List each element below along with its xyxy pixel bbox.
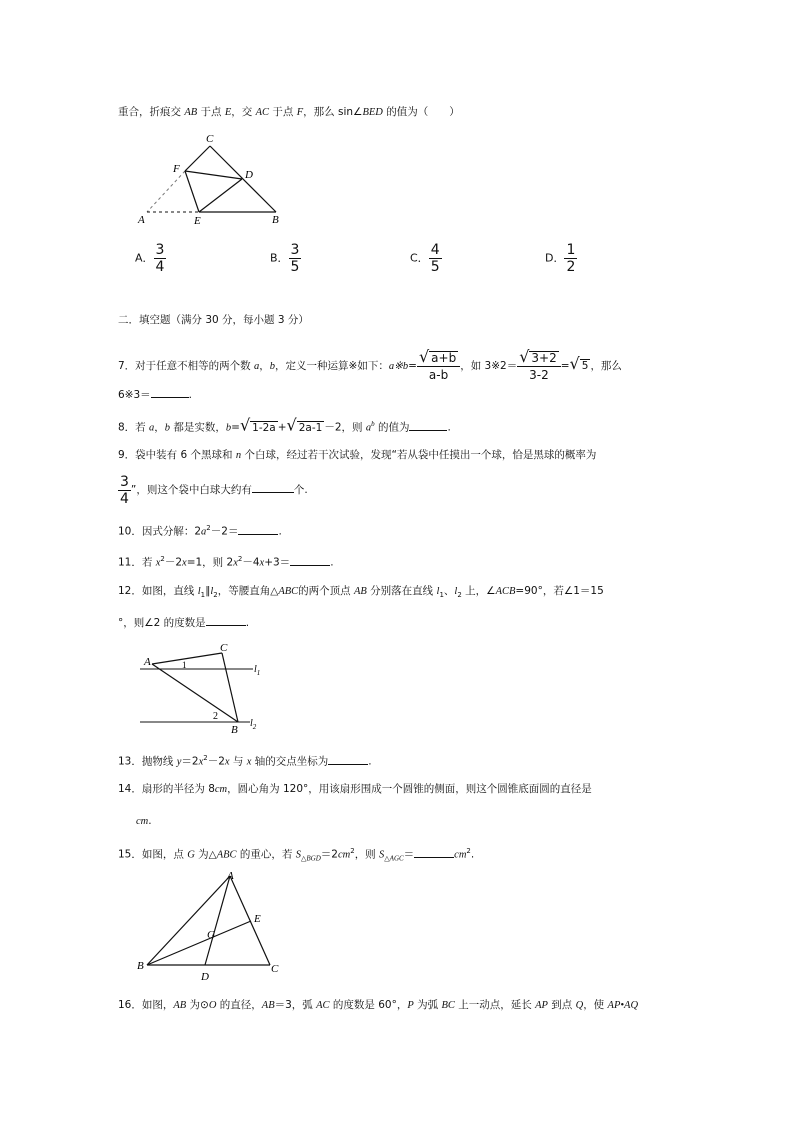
q12-l: l (454, 586, 458, 597)
q7-ex-eq: = (560, 360, 570, 372)
fig15-label-e: E (254, 913, 261, 925)
q6-text: ，交 (231, 106, 256, 118)
q11-text: 11．若 (118, 556, 156, 569)
q6-text: 的值为（ ） (382, 106, 460, 118)
q9-line1 (118, 448, 596, 463)
choice-d-num: 1 (566, 242, 576, 258)
q15-subscript: △AGC (384, 854, 404, 863)
choice-b-den: 5 (290, 259, 300, 275)
q16-text: ，使 (583, 999, 608, 1011)
fold-triangle-figure (135, 128, 285, 228)
q14-end: . (148, 815, 152, 827)
q6-tail-text (118, 105, 460, 120)
q7-def-fraction (417, 349, 460, 383)
q12-text: ，等腰直角△ (217, 585, 279, 597)
q14-line1 (118, 782, 592, 797)
q11-x: x (259, 557, 265, 569)
q8-text: 的值为 (374, 421, 410, 434)
q8-line (118, 417, 451, 436)
q11-exponent: 2 (160, 555, 165, 563)
q11-answer-blank[interactable] (290, 554, 330, 566)
q15-text: 15．如图，点 (118, 848, 188, 861)
q13-line (118, 751, 372, 770)
q16-text: 为⊙ (186, 999, 209, 1011)
choice-a[interactable] (135, 242, 166, 275)
q15-line (118, 844, 474, 866)
fig15-ac (230, 876, 270, 965)
q7-text: 6※3＝ (118, 389, 151, 401)
q12-l: l (210, 586, 214, 597)
q12-end: . (245, 617, 250, 629)
q12-l: l (436, 586, 440, 597)
q16-ap: AP (535, 1000, 548, 1011)
q11-exponent: 2 (237, 555, 243, 563)
q12-sub: 1 (439, 591, 444, 600)
choice-d-letter: D． (545, 251, 565, 265)
choice-c-den: 5 (430, 259, 440, 275)
fig12-ab (152, 664, 238, 722)
q16-text: 16．如图， (118, 999, 174, 1011)
q9-text: ”，则这个袋中白球大约有 (130, 484, 252, 496)
q8-text: －2，则 (324, 421, 366, 434)
q8-eq: = (231, 421, 240, 434)
choice-c-letter: C． (410, 251, 429, 265)
fig6-fd (185, 171, 242, 179)
q11-x: x (155, 557, 161, 569)
q8-b: b (164, 422, 171, 434)
q12-sub: 2 (457, 591, 462, 600)
q6-f: F (296, 107, 304, 118)
q16-ab: AB (261, 1000, 275, 1011)
q7-a: a (254, 361, 260, 372)
q16-line (118, 998, 638, 1013)
choice-c[interactable] (410, 242, 442, 275)
choice-b[interactable] (270, 242, 301, 275)
q9-num: 3 (120, 473, 129, 490)
q7-eq: = (408, 360, 417, 372)
q11-text: +3＝ (264, 556, 291, 569)
q12-parallel: ∥ (205, 585, 211, 597)
q16-text: 上一动点，延长 (454, 999, 536, 1011)
q7-line2 (118, 386, 192, 402)
q13-text: 13．抛物线 (118, 755, 177, 768)
q13-x: x (224, 756, 230, 768)
q13-end: . (368, 755, 372, 768)
q16-o: O (208, 1000, 217, 1011)
q12-acb: ACB (495, 586, 516, 597)
q7-ex-num: 3+2 (531, 351, 557, 365)
q9-text: 9．袋中装有 6 个黑球和 (118, 449, 236, 461)
q9-answer-blank[interactable] (252, 481, 294, 493)
fig15-be (147, 921, 251, 965)
q13-text: 轴的交点坐标为 (251, 755, 329, 768)
q15-abc: ABC (216, 849, 237, 861)
q7-def-num: a+b (431, 351, 457, 365)
fig12-angle-1: 1 (182, 660, 187, 670)
q12-text: 分别落在直线 (366, 585, 437, 597)
q16-ac: AC (316, 1000, 330, 1011)
q15-cm: cm (454, 849, 467, 861)
q11-minus: － (164, 556, 176, 569)
choice-d[interactable] (545, 242, 577, 275)
q13-answer-blank[interactable] (328, 753, 368, 765)
choice-b-letter: B． (270, 251, 289, 265)
q13-exponent: 2 (203, 754, 208, 762)
fig6-label-d: D (245, 169, 253, 181)
q16-ab: AB (173, 1000, 187, 1011)
q7-b: b (269, 361, 276, 372)
q15-g: G (187, 849, 195, 861)
q13-text: －2 (207, 755, 225, 768)
q6-text: 于点 (269, 106, 297, 118)
q7-ex-result: 5 (581, 360, 589, 372)
q15-cm: cm (337, 849, 351, 861)
q12-text: °，则∠2 的度数是 (118, 617, 206, 629)
choice-b-fraction (289, 242, 302, 275)
q8-end: . (447, 421, 451, 434)
q7-text: 7．对于任意不相等的两个数 (118, 360, 255, 372)
q11-text: －4 (242, 556, 260, 569)
q10-end: . (278, 525, 282, 538)
q9-text: 个白球，经过若干次试验，发现“若从袋中任摸出一个球，恰是黑球的概率为 (241, 449, 597, 461)
choice-d-den: 2 (566, 259, 576, 275)
q16-text: 为弧 (413, 999, 442, 1011)
q7-line1 (118, 346, 622, 385)
q12-line2 (118, 614, 249, 630)
q11-text: 2 (175, 556, 183, 569)
fig12-label-c: C (220, 642, 228, 654)
q13-text: ＝2 (181, 755, 199, 768)
q8-sep: ， (154, 421, 165, 434)
parallel-lines-figure (135, 640, 270, 735)
q13-x: x (198, 756, 204, 768)
q14-line2 (118, 813, 152, 829)
fig15-label-a: A (227, 870, 234, 882)
q12-l: l (197, 586, 201, 597)
q7-end: . (188, 389, 193, 401)
fig12-label-l1: $l_1$ (254, 664, 261, 677)
q10-text: 10．因式分解：2 (118, 525, 202, 538)
fig6-cf (185, 146, 210, 171)
fig6-fa-dashed (147, 171, 185, 212)
q9-den: 4 (120, 490, 129, 507)
q8-base: a (365, 422, 372, 434)
q15-subscript: △BGD (301, 854, 321, 863)
fig12-cb (222, 653, 238, 722)
radical-icon: √ (519, 347, 530, 366)
fig12-label-l2: $l_2$ (250, 718, 257, 731)
q6-ac: AC (255, 107, 270, 118)
q11-end: . (330, 556, 334, 569)
fig15-label-d: D (201, 971, 209, 983)
q9-line2 (118, 472, 308, 508)
q7-lhs: a※b (388, 361, 409, 372)
q9-n: n (235, 450, 242, 461)
q16-text: 到点 (547, 999, 576, 1011)
q9-fraction (118, 474, 131, 507)
radical-icon: √ (239, 415, 251, 435)
fig6-label-c: C (206, 133, 214, 145)
choice-a-den: 4 (155, 259, 165, 275)
q8-plus: + (277, 421, 287, 434)
q7-ex-den: 3-2 (529, 368, 549, 382)
fig12-label-a: A (144, 656, 151, 668)
q8-radicand2: 2a-1 (298, 421, 323, 434)
q6-bed: BED (362, 107, 383, 118)
q6-ab: AB (184, 107, 198, 118)
q8-radicand1: 1-2a (252, 421, 276, 434)
q16-text: 的直径， (216, 999, 262, 1011)
fig15-label-c: C (271, 963, 279, 975)
q13-y: y (176, 756, 182, 768)
q10-exponent: 2 (206, 524, 211, 532)
q14-text: 14．扇形的半径为 8 (118, 783, 215, 795)
q7-text: ，定义一种运算※如下： (275, 360, 389, 372)
q15-text: 的重心，若 (236, 848, 296, 861)
choice-c-num: 4 (430, 242, 440, 258)
q15-text: 为△ (194, 848, 217, 861)
q8-answer-blank[interactable] (409, 419, 447, 431)
fig6-label-b: B (272, 214, 279, 226)
q16-text: 的度数是 60°， (329, 999, 408, 1011)
q6-text: ，那么 sin∠ (303, 106, 363, 118)
q7-answer-blank[interactable] (151, 386, 189, 398)
fig12-ac (152, 653, 222, 664)
q15-exponent: 2 (350, 847, 355, 855)
q8-exponent: b (371, 420, 375, 428)
fig6-fe (185, 171, 199, 212)
q12-abc: ABC (278, 586, 299, 597)
q12-text: 12．如图，直线 (118, 585, 198, 597)
q13-text: 与 (229, 755, 247, 768)
q11-x: x (182, 557, 187, 569)
radical-icon: √ (418, 347, 430, 366)
q6-e: E (224, 107, 232, 118)
q11-text: =1，则 2 (186, 556, 234, 569)
q15-text: ，则 (354, 848, 380, 861)
q10-text: －2＝ (210, 525, 239, 538)
q12-line1 (118, 584, 604, 602)
fig6-label-a: A (138, 214, 145, 226)
q11-x: x (233, 557, 238, 569)
fig12-angle-2: 2 (213, 711, 218, 722)
q7-text: ，那么 (590, 360, 622, 372)
section-title: 二．填空题（满分 30 分，每小题 3 分） (118, 314, 309, 326)
radical-icon: √ (286, 415, 297, 435)
q14-text: ，圆心角为 120°，用该扇形围成一个圆锥的侧面，则这个圆锥底面圆的直径是 (227, 783, 592, 795)
q8-b2: b (225, 422, 232, 434)
q16-q: Q (575, 1000, 584, 1011)
q14-answer-blank[interactable] (118, 813, 136, 824)
q12-text: 、 (443, 585, 455, 597)
q16-p: P (407, 1000, 414, 1011)
fig6-label-f: F (173, 163, 180, 175)
q15-text: ＝2 (320, 848, 338, 861)
choice-a-letter: A． (135, 251, 154, 265)
q8-a: a (149, 422, 155, 434)
q8-text: 8．若 (118, 421, 150, 434)
q10-answer-blank[interactable] (238, 523, 278, 535)
q7-text: ，如 3※2＝ (460, 360, 518, 372)
q12-text: =90°，若∠1＝15 (515, 585, 604, 597)
q7-example-fraction (517, 349, 561, 383)
q10-line (118, 521, 282, 540)
q12-ab: AB (354, 586, 367, 597)
q9-text: 个. (293, 484, 308, 496)
q16-bc: BC (441, 1000, 455, 1011)
q14-cm: cm (214, 784, 228, 795)
q12-sub: 2 (213, 591, 218, 600)
q15-s: S (379, 849, 385, 861)
q12-answer-blank[interactable] (206, 614, 246, 626)
choice-a-fraction (154, 242, 167, 275)
q12-text: 上，∠ (461, 585, 496, 597)
q14-cm: cm (136, 816, 149, 827)
radical-icon: √ (569, 354, 580, 373)
q13-x: x (246, 756, 252, 768)
choice-b-num: 3 (290, 242, 300, 258)
q11-line (118, 552, 334, 571)
fig15-label-b: B (137, 960, 144, 972)
centroid-triangle-figure (130, 868, 290, 983)
q12-sub: 1 (200, 591, 206, 600)
q6-text: 重合，折痕交 (118, 106, 185, 118)
choice-c-fraction (429, 242, 442, 275)
fig6-cb (210, 146, 276, 212)
q16-ap-aq: AP•AQ (607, 1000, 639, 1011)
q8-text: 都是实数， (170, 421, 226, 434)
q15-text: ＝ (403, 848, 415, 861)
q15-exponent: 2 (466, 847, 471, 855)
choice-d-fraction (564, 242, 577, 275)
fig15-label-g: G (207, 929, 215, 941)
fig6-ed (199, 179, 242, 212)
fig12-label-b: B (231, 724, 238, 735)
fig6-label-e: E (194, 215, 201, 227)
q10-a: a (201, 526, 207, 538)
q15-end: . (470, 848, 475, 861)
q15-s: S (295, 849, 301, 861)
q12-text: 的两个顶点 (298, 585, 354, 597)
choice-a-num: 3 (155, 242, 165, 258)
q16-text: ＝3，弧 (274, 999, 317, 1011)
q15-answer-blank[interactable] (414, 846, 454, 858)
q7-def-den: a-b (428, 368, 449, 382)
q6-text: 于点 (197, 106, 225, 118)
q7-comma: ， (259, 360, 270, 372)
